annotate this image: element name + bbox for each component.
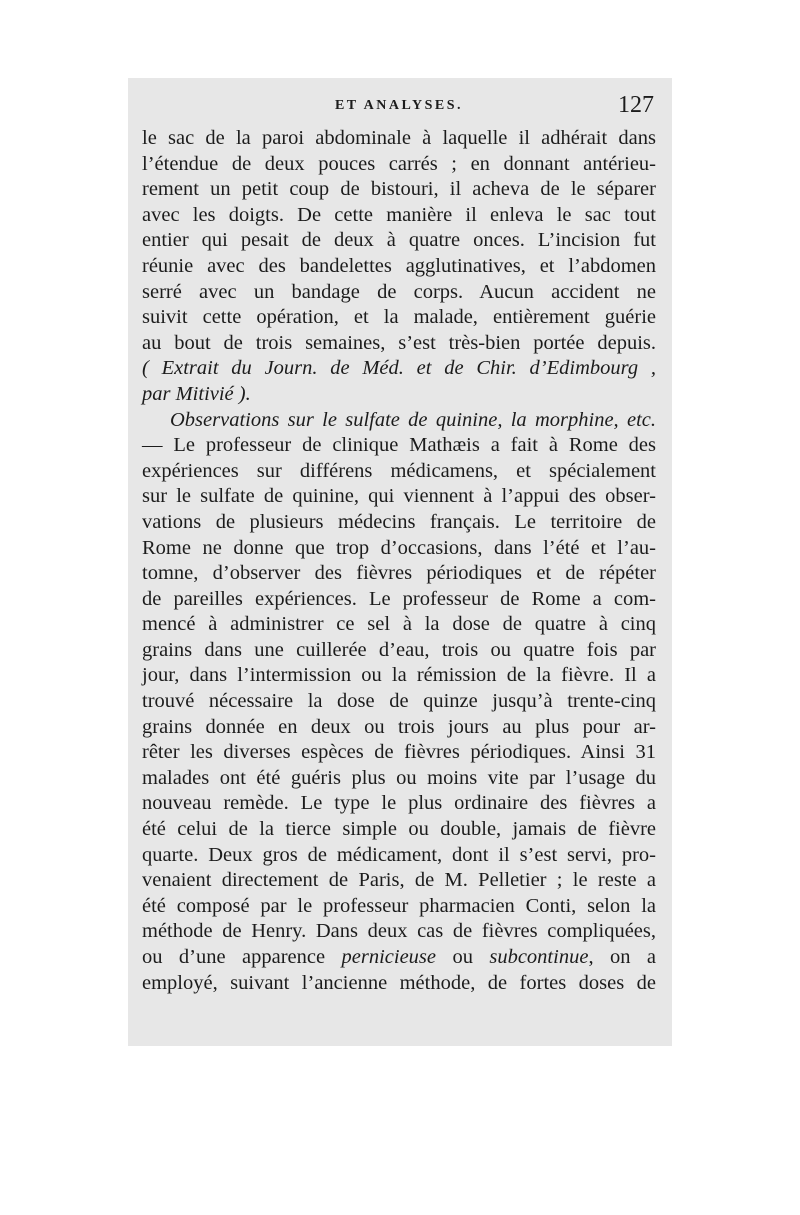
italic-term: pernicieuse xyxy=(341,946,437,968)
book-page xyxy=(142,92,656,996)
running-title: ET ANALYSES. xyxy=(334,98,464,113)
text-line: trouvé nécessaire la dose de quinze jusqu’à trente-cinq xyxy=(142,690,656,713)
text-line: quarte. Deux gros de médicament, dont il s’est servi, pro- xyxy=(142,843,656,866)
text-line: grains dans une cuillerée d’eau, trois ou quatre fois par xyxy=(142,638,656,661)
text-segment: ou d’une apparence xyxy=(142,946,326,968)
section-heading-line xyxy=(142,408,656,434)
citation-text: ( Extrait du Journ. de Méd. et de Chir. d’Edimbourg , xyxy=(142,357,656,380)
text-line: été composé par le professeur pharmacien Conti, selon la xyxy=(142,894,656,917)
text-line: avec les doigts. De cette manière il enleva le sac tout xyxy=(142,203,656,226)
text-segment: ou xyxy=(452,946,473,968)
text-line: vations de plusieurs médecins français. Le territoire de xyxy=(142,510,656,533)
text-line xyxy=(142,945,656,971)
text-line: rêter les diverses espèces de fièvres périodiques. Ainsi 31 xyxy=(142,741,656,764)
citation-text: par Mitivié ). xyxy=(142,382,251,405)
italic-term: subcontinue xyxy=(489,946,589,968)
text-line: sur le sulfate de quinine, qui viennent à l’appui des obser- xyxy=(142,485,656,508)
text-line: l’étendue de deux pouces carrés ; en donnant antérieu- xyxy=(142,152,656,175)
text-line: le sac de la paroi abdominale à laquelle il adhérait dans xyxy=(142,127,656,149)
text-line: — Le professeur de clinique Mathæis a fait à Rome des xyxy=(142,434,656,457)
text-line: Rome ne donne que trop d’occasions, dans l’été et l’au- xyxy=(142,536,656,559)
body-text xyxy=(142,126,656,996)
text-line: venaient directement de Paris, de M. Pelletier ; le reste a xyxy=(142,869,656,892)
citation-line xyxy=(142,356,656,382)
text-segment: , on a xyxy=(588,946,657,968)
text-line: expériences sur différens médicamens, et spécialement xyxy=(142,459,656,482)
text-line: jour, dans l’intermission ou la rémission de la fièvre. Il a xyxy=(142,664,656,687)
text-line: serré avec un bandage de corps. Aucun accident ne xyxy=(142,280,656,303)
citation-line xyxy=(142,382,656,408)
text-line: nouveau remède. Le type le plus ordinaire des fièvres a xyxy=(142,792,656,815)
section-heading: Observations sur le sulfate de quinine, la morphine, etc. xyxy=(170,408,656,431)
text-line: réunie avec des bandelettes agglutinatives, et l’abdomen xyxy=(142,254,656,277)
text-line: tomne, d’observer des fièvres périodiques et de répéter xyxy=(142,562,656,585)
text-line: mencé à administrer ce sel à la dose de quatre à cinq xyxy=(142,613,656,636)
text-line: de pareilles expériences. Le professeur de Rome a com- xyxy=(142,587,656,610)
text-line: grains donnée en deux ou trois jours au plus pour ar- xyxy=(142,715,656,738)
text-line: malades ont été guéris plus ou moins vite par l’usage du xyxy=(142,766,656,789)
page-number: 127 xyxy=(618,92,654,118)
text-line: entier qui pesait de deux à quatre onces. L’incision fut xyxy=(142,229,656,252)
text-line: rement un petit coup de bistouri, il acheva de le séparer xyxy=(142,178,656,201)
text-line: au bout de trois semaines, s’est très-bien portée depuis. xyxy=(142,331,656,354)
text-line: méthode de Henry. Dans deux cas de fièvres compliquées, xyxy=(142,920,656,943)
text-line: été celui de la tierce simple ou double, jamais de fièvre xyxy=(142,818,656,841)
text-line: employé, suivant l’ancienne méthode, de fortes doses de xyxy=(142,971,656,994)
running-head xyxy=(142,92,656,126)
text-line: suivit cette opération, et la malade, entièrement guérie xyxy=(142,306,656,329)
